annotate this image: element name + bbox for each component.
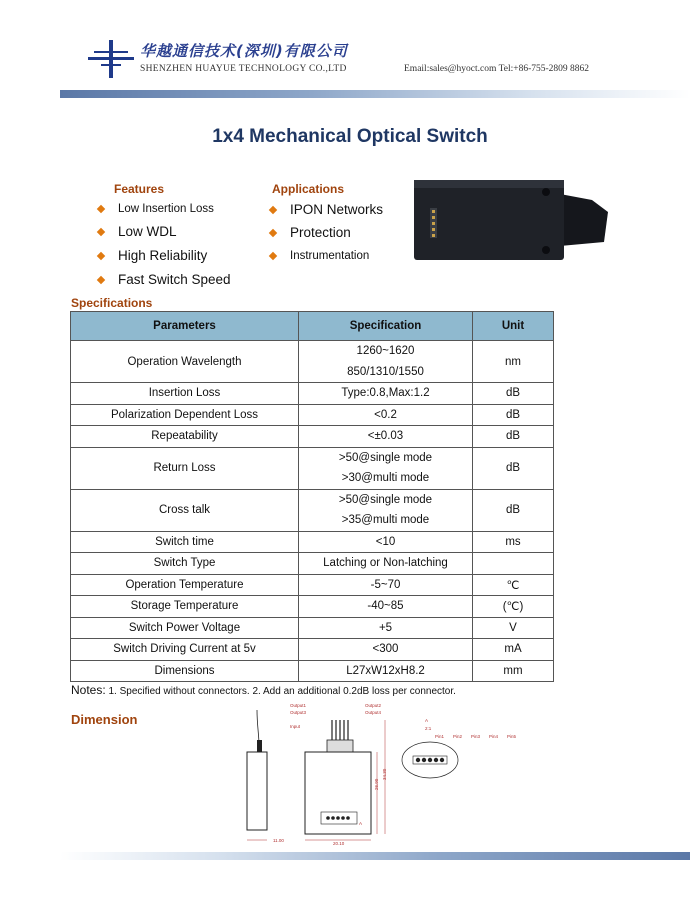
output-label: Output3 bbox=[290, 710, 307, 715]
spec-cell: >50@single mode >30@multi mode bbox=[299, 447, 473, 489]
param-cell: Polarization Dependent Loss bbox=[71, 404, 299, 426]
applications-heading: Applications bbox=[272, 182, 345, 196]
detail-scale-label: 2:1 bbox=[425, 726, 432, 731]
unit-cell: dB bbox=[473, 447, 554, 489]
bullet-diamond-icon bbox=[269, 252, 277, 260]
list-item: Fast Switch Speed bbox=[96, 270, 231, 294]
output-label: Output2 bbox=[365, 703, 382, 708]
param-cell: Switch Driving Current at 5v bbox=[71, 639, 299, 661]
notes-text: 1. Specified without connectors. 2. Add an additional 0.2dB loss per connector. bbox=[108, 686, 456, 697]
bullet-diamond-icon bbox=[97, 205, 105, 213]
dimension-drawing bbox=[235, 700, 535, 850]
unit-cell: mA bbox=[473, 639, 554, 661]
list-item: IPON Networks bbox=[268, 200, 383, 223]
output-label: Output1 bbox=[290, 703, 307, 708]
param-cell: Switch Power Voltage bbox=[71, 617, 299, 639]
view-marker-label: A bbox=[359, 821, 363, 826]
spec-cell: 1260~1620 850/1310/1550 bbox=[299, 341, 473, 383]
unit-cell: (℃) bbox=[473, 596, 554, 618]
product-photo bbox=[410, 172, 610, 264]
column-header: Unit bbox=[473, 312, 554, 341]
table-row bbox=[71, 426, 554, 448]
spec-cell: <0.2 bbox=[299, 404, 473, 426]
table-row bbox=[71, 447, 554, 489]
column-header: Specification bbox=[299, 312, 473, 341]
bullet-diamond-icon bbox=[269, 206, 277, 214]
features-heading: Features bbox=[114, 182, 165, 196]
list-item: High Reliability bbox=[96, 246, 231, 270]
height-label: 26.90 bbox=[374, 778, 379, 790]
spec-cell: <10 bbox=[299, 531, 473, 553]
param-cell: Dimensions bbox=[71, 660, 299, 682]
unit-cell: dB bbox=[473, 489, 554, 531]
contact-info: Email:sales@hyoct.com Tel:+86-755-2809 8862 bbox=[404, 64, 590, 74]
features-list bbox=[96, 200, 231, 294]
dimension-heading: Dimension bbox=[71, 712, 138, 727]
param-cell: Switch Type bbox=[71, 553, 299, 575]
front-width-label: 20.10 bbox=[333, 841, 345, 846]
unit-cell: dB bbox=[473, 383, 554, 405]
table-row bbox=[71, 617, 554, 639]
spec-cell: >50@single mode >35@multi mode bbox=[299, 489, 473, 531]
pin-label: Pin4 bbox=[489, 734, 499, 739]
bullet-diamond-icon bbox=[97, 228, 105, 236]
spec-cell: Type:0.8,Max:1.2 bbox=[299, 383, 473, 405]
param-cell: Operation Temperature bbox=[71, 574, 299, 596]
spec-cell: Latching or Non-latching bbox=[299, 553, 473, 575]
list-item: Instrumentation bbox=[268, 246, 383, 269]
spec-cell: -5~70 bbox=[299, 574, 473, 596]
height-label: 34.30 bbox=[382, 768, 387, 780]
unit-cell bbox=[473, 553, 554, 575]
pin-label: Pin1 bbox=[435, 734, 445, 739]
list-item: Low WDL bbox=[96, 222, 231, 246]
side-width-label: 11.00 bbox=[273, 838, 284, 843]
spec-cell: -40~85 bbox=[299, 596, 473, 618]
param-cell: Storage Temperature bbox=[71, 596, 299, 618]
unit-cell: mm bbox=[473, 660, 554, 682]
table-row bbox=[71, 404, 554, 426]
table-row bbox=[71, 531, 554, 553]
spec-cell: L27xW12xH8.2 bbox=[299, 660, 473, 682]
param-cell: Operation Wavelength bbox=[71, 341, 299, 383]
document-title: 1x4 Mechanical Optical Switch bbox=[212, 126, 488, 147]
bullet-diamond-icon bbox=[269, 229, 277, 237]
pin-label: Pin3 bbox=[471, 734, 481, 739]
specifications-heading: Specifications bbox=[71, 296, 153, 310]
unit-cell: nm bbox=[473, 341, 554, 383]
footer-divider-bar bbox=[60, 852, 690, 860]
param-cell: Return Loss bbox=[71, 447, 299, 489]
unit-cell: dB bbox=[473, 404, 554, 426]
unit-cell: ℃ bbox=[473, 574, 554, 596]
spec-cell: <300 bbox=[299, 639, 473, 661]
table-row bbox=[71, 341, 554, 383]
table-row bbox=[71, 489, 554, 531]
bullet-diamond-icon bbox=[97, 252, 105, 260]
applications-list bbox=[268, 200, 383, 269]
pin-label: Pin5 bbox=[507, 734, 517, 739]
table-row bbox=[71, 660, 554, 682]
table-row bbox=[71, 574, 554, 596]
table-row bbox=[71, 639, 554, 661]
specifications-table bbox=[70, 311, 554, 682]
table-row bbox=[71, 383, 554, 405]
param-cell: Repeatability bbox=[71, 426, 299, 448]
table-header-row bbox=[71, 312, 554, 341]
unit-cell: ms bbox=[473, 531, 554, 553]
unit-cell: dB bbox=[473, 426, 554, 448]
output-label: Output4 bbox=[365, 710, 382, 715]
table-row bbox=[71, 596, 554, 618]
param-cell: Switch time bbox=[71, 531, 299, 553]
table-row bbox=[71, 553, 554, 575]
list-item: Protection bbox=[268, 223, 383, 246]
input-label: Input bbox=[290, 724, 301, 729]
param-cell: Cross talk bbox=[71, 489, 299, 531]
column-header: Parameters bbox=[71, 312, 299, 341]
param-cell: Insertion Loss bbox=[71, 383, 299, 405]
header-divider-bar bbox=[60, 90, 690, 98]
unit-cell: V bbox=[473, 617, 554, 639]
company-logo bbox=[88, 40, 134, 78]
notes bbox=[71, 683, 456, 697]
spec-cell: +5 bbox=[299, 617, 473, 639]
notes-label: Notes: bbox=[71, 683, 106, 697]
bullet-diamond-icon bbox=[97, 276, 105, 284]
list-item: Low Insertion Loss bbox=[96, 200, 231, 222]
company-name-english: SHENZHEN HUAYUE TECHNOLOGY CO.,LTD bbox=[140, 64, 347, 74]
detail-view-label: A bbox=[425, 718, 429, 723]
spec-cell: <±0.03 bbox=[299, 426, 473, 448]
company-name-chinese: 华越通信技术(深圳)有限公司 bbox=[140, 42, 348, 60]
pin-label: Pin2 bbox=[453, 734, 463, 739]
